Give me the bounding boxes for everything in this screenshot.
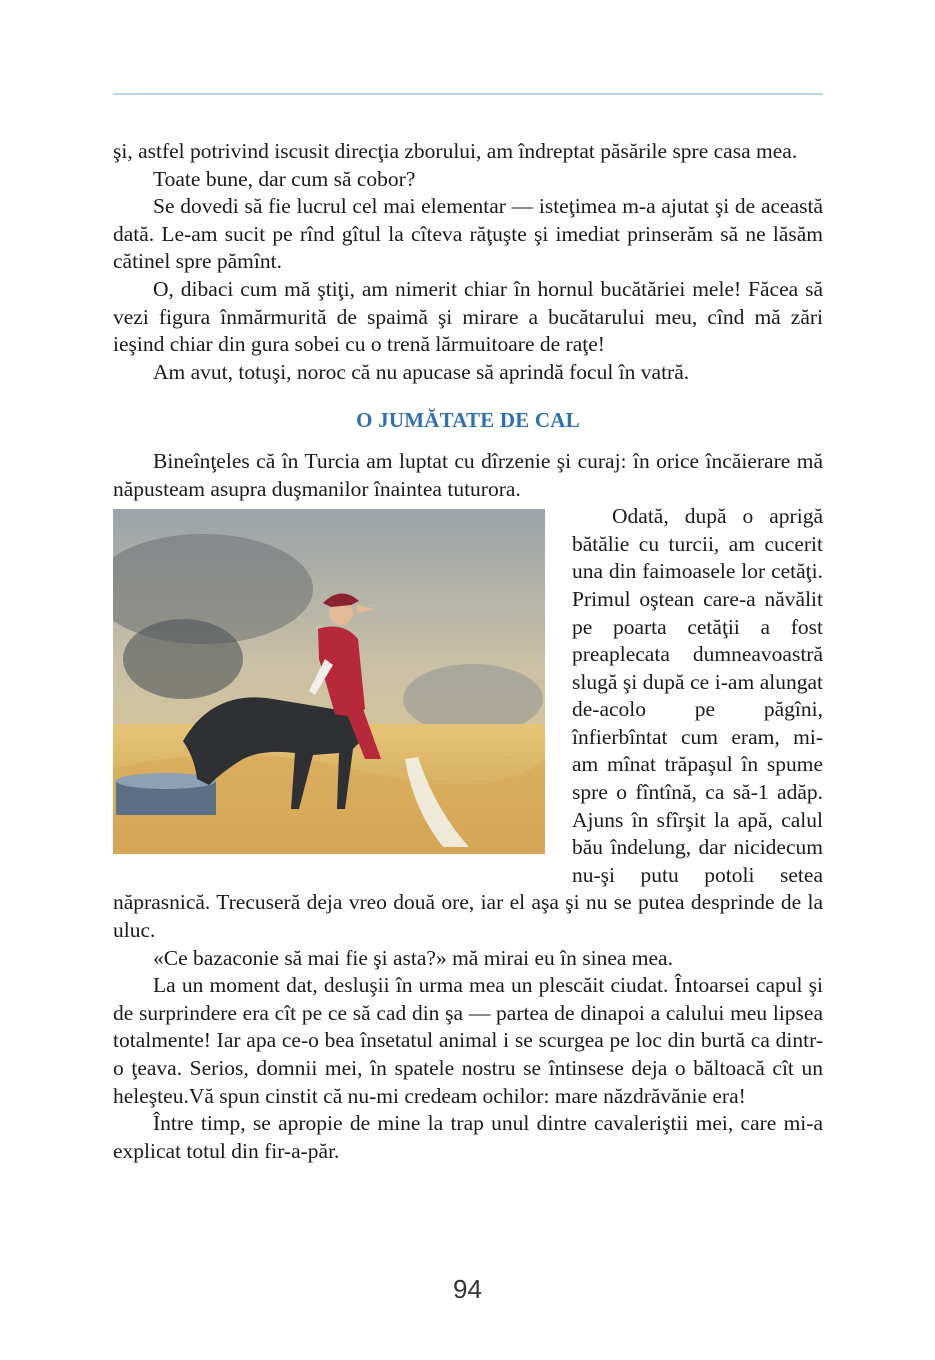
illustration-half-horse bbox=[113, 509, 545, 854]
section-title: O JUMĂTATE DE CAL bbox=[356, 408, 580, 433]
paragraph: Toate bune, dar cum să cobor? bbox=[153, 166, 416, 191]
bottom-text bbox=[113, 945, 823, 1166]
page-number: 94 bbox=[453, 1274, 482, 1304]
wrapped-paragraph: Odată, după o aprigă bătălie cu turcii, am cucerit una din faimoasele lor cetăţi. Primul oştean care-a năvălit pe poarta cetăţii a fost preaplecata dumneavoastră slugă şi după ce i-am alungat de-acolo pe păgîni, înfierbîntat cum eram, mi-am mînat trăpaşul în spume spre o fîntînă, ca să-1 adăp. Ajuns în sfîrşit la apă, calul bău îndelung, dar nicidecum nu-şi putu potoli setea năprasnică. Trecuseră deja vreo două ore, iar el aşa şi nu se putea desprinde de la uluc. bbox=[113, 504, 823, 943]
header-rule bbox=[113, 93, 823, 95]
paragraph: Se dovedi să fie lucrul cel mai elementar — isteţimea m-a ajutat şi de această dată. Le-am sucit pe rînd gîtul la cîteva răţuşte şi imediat prinserăm să ne lăsăm cătinel spre pămînt. bbox=[113, 194, 823, 274]
section-intro: Bineînţeles că în Turcia am luptat cu dîrzenie şi curaj: în orice încăierare mă năpusteam asupra duşmanilor înaintea tuturora. bbox=[113, 448, 823, 501]
page-body bbox=[113, 138, 823, 1165]
paragraph: La un moment dat, desluşii în urma mea un plescăit ciudat. Întoarsei capul şi de surprindere era cît pe ce să cad din şa — partea de dinapoi a calului meu lipsea totalmente! Iar apa ce-o bea însetatul animal i se scurgea pe loc din burtă ca dintr-o ţeava. Serios, domnii mei, în spatele nostru se întinsese deja o băltoacă cît un heleşteu.Vă spun cinstit că nu-mi credeam ochilor: mare năzdrăvănie era! bbox=[113, 973, 823, 1108]
paragraph: «Ce bazaconie să mai fie şi asta?» mă mirai eu în sinea mea. bbox=[153, 945, 673, 970]
paragraph: Între timp, se apropie de mine la trap unul dintre cavaleriştii mei, care mi-a explicat totul din fir-a-păr. bbox=[113, 1111, 823, 1163]
paragraph: O, dibaci cum mă ştiţi, am nimerit chiar în hornul bucătăriei mele! Făcea să vezi figura înmărmurită de spaimă şi mirare a bucătarului meu, cînd mă zări ieşind chiar din gura sobei cu o trenă lărmuitoare de raţe! bbox=[113, 276, 823, 357]
paragraph: şi, astfel potrivind iscusit direcţia zborului, am îndreptat păsările spre casa mea. bbox=[113, 139, 798, 163]
paragraph: Am avut, totuşi, noroc că nu apucase să aprindă focul în vatră. bbox=[153, 359, 690, 384]
top-text bbox=[113, 138, 823, 386]
